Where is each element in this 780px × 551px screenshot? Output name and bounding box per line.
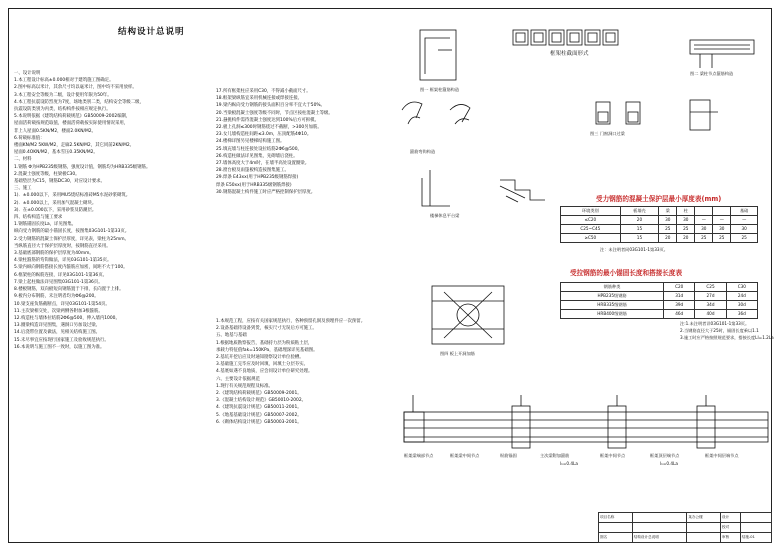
table2-cell: HPB235级钢筋 [561, 292, 664, 301]
fig2b-sketch [690, 100, 718, 130]
table1-header [713, 207, 731, 216]
note-line: 1)．±0.000以下，采用MU5烧结标准砖M5水泥砂浆砌筑。 [14, 193, 131, 199]
note-line: 25.填充墙与柱连接处设拉结筋2Φ6@500。 [216, 146, 302, 152]
title-block-cell [632, 513, 687, 523]
note-line: 3)．在±0.000以下，采用砂浆及防潮层。 [14, 207, 97, 213]
table2-row [561, 301, 758, 310]
note-line: 4.《建筑抗震设计规范》GB50011-2001。 [216, 405, 302, 411]
elevation-dim: l₁=0.4La [560, 461, 578, 466]
table1-cell: ≥C50 [561, 234, 621, 243]
note-line: 1.钢筋锚固长度La，详见图集。 [14, 222, 77, 228]
note-line: 14.后浇带位置及做法，见相关结构施工图。 [14, 330, 101, 336]
table1-cell: 25 [731, 234, 758, 243]
fig4-caption: 图四 板上开洞加筋 [440, 351, 475, 356]
note-line: 15.未尽事宜应按现行国家施工及验收规范执行。 [14, 337, 109, 343]
title-block-cell [687, 523, 721, 533]
note-line: 5.梁内纵向钢筋搭接长度内箍筋应加密，间距不大于100。 [14, 265, 128, 271]
elevation-label: 框架中间层端节点 [705, 453, 739, 458]
table1-cell: — [731, 216, 758, 225]
title-block-cell: 结施-01 [740, 533, 771, 543]
note-line: 21.悬挑构件需待混凝土强度达到100%后方可拆模。 [216, 117, 319, 123]
note-line: 18.框架梁纵筋宜采用机械连接或焊接连接。 [216, 96, 303, 102]
table1 [560, 206, 758, 243]
note-line: 3.基础底部钢筋的保护层厚度为40mm。 [14, 251, 94, 257]
note-line: 2.基坑开挖后应及时通知勘察设计单位验槽。 [216, 355, 304, 361]
elevation-label: 框架中间节点 [600, 453, 626, 458]
note-line: 9.板内分布钢筋，未注明者均为Φ6@200。 [14, 294, 99, 300]
table2-note: 3.施工时应严格按照规范要求，搭接长度Ll=1.2La [680, 335, 774, 340]
table1-cell: 25 [695, 234, 713, 243]
table2-row [561, 310, 758, 319]
table1-cell: 30 [659, 216, 677, 225]
table2-cell: 40d [695, 310, 726, 319]
note-line: 4.基底如遇不良地质，应会同设计单位研究处理。 [216, 369, 313, 375]
table2-cell: 27d [695, 292, 726, 301]
column-bend-detail [422, 170, 450, 206]
frame-elevation [404, 395, 768, 448]
title-block-cell: 审核 [721, 533, 741, 543]
hook-details [402, 102, 470, 124]
table1-cell: — [713, 216, 731, 225]
table1-cell: 20 [620, 216, 659, 225]
title-block-cell [740, 513, 771, 523]
table2-cell: 30d [726, 301, 757, 310]
note-line: 2.图中标高以米计，其余尺寸均以毫米计，图中均不采用放样。 [14, 85, 137, 91]
title-block-cell: 结构设计总说明 [632, 533, 687, 543]
table2-note: 2.当钢筋直径大于25时，锚固长度乘以1.1 [680, 328, 759, 333]
note-line: 纵向受力钢筋的最小锚固长度，按图集03G101-1第33页。 [14, 229, 130, 235]
note-line: 当纵筋直径大于保护层厚度时，按钢筋直径采用。 [14, 243, 111, 249]
note-line: 2.设备基础待设备到货，核实尺寸无误后方可施工。 [216, 326, 317, 332]
note-line: 16.本说明与施工图不一致时，以施工图为准。 [14, 344, 105, 350]
fig3-lintel-sections [596, 102, 640, 124]
table1-cell: — [695, 216, 713, 225]
note-line: 1.本工程设计标高±0.000相对于建筑施工图确定。 [14, 78, 114, 84]
table1-header [695, 207, 713, 216]
title-block-cell [740, 523, 771, 533]
table1-cell: 25 [659, 225, 677, 234]
note-line: 六、主要设计依据规范 [216, 376, 260, 382]
note-line: 三、施工 [14, 186, 32, 192]
title-block-cell: 图名 [599, 533, 633, 543]
note-line: 30.钢筋混凝土构件施工时应严格控制保护层厚度。 [216, 189, 316, 195]
title-block-cell: 设计 [721, 513, 741, 523]
table1-cell: 20 [659, 234, 677, 243]
table1-note: 注：未注明者同03G101-1第33页。 [600, 247, 668, 252]
table1-cell: ≤C20 [561, 216, 621, 225]
hook-caption: 箍筋弯钩构造 [410, 149, 436, 154]
fig3-caption: 图三 门窗洞口过梁 [590, 131, 625, 136]
note-line: 3.《混凝土结构设计规范》GB50010-2002。 [216, 398, 307, 404]
table1-cell: 30 [731, 225, 758, 234]
note-line: 6.荷载标准值： [14, 135, 45, 141]
note-line: 四、结构构造与施工要求 [14, 215, 63, 221]
table1-cell: 25 [677, 225, 695, 234]
note-line: 2.《建筑结构荷载规范》GB50009-2001。 [216, 391, 302, 397]
note-line: 6.框架柱的纵筋连接，详见03G101-1第36页。 [14, 272, 107, 278]
note-line: 抗震设防类别为丙类，结构构件按相应规定执行。 [14, 107, 111, 113]
note-line: 27.墙体高度大于4m时，在墙半高处设置圈梁。 [216, 161, 310, 167]
note-line: 2.受力钢筋的混凝土保护层厚度，详见表，梁柱为25mm。 [14, 236, 129, 242]
note-line: 17.所有框架柱应采用C30，不得减小截面尺寸。 [216, 89, 311, 94]
elevation-label: 纵筋锚固 [500, 453, 517, 458]
title-block-table [598, 512, 772, 543]
table2-header: C25 [695, 283, 726, 292]
table1-header-row [561, 207, 758, 216]
note-line: 1.钢筋 Φ为HPB235级钢筋，强度设计值，钢筋均为HRB335级钢筋。 [14, 164, 151, 170]
note-line: 5.《地基基础设计规范》GB50007-2002。 [216, 412, 302, 418]
note-line: 5.本说明依据《建筑结构荷载规范》GB50009-2002编制， [14, 114, 131, 120]
table1-cell: 20 [677, 234, 695, 243]
elevation-label: 主次梁附加箍筋 [540, 453, 570, 458]
note-line: 28.窗台板及雨篷板构造按图集施工。 [216, 168, 289, 174]
table2-header: C30 [726, 283, 757, 292]
fig1-column-section [420, 30, 456, 80]
note-line: 屋面0.4OKN/M2，基本雪压0.35KN/M2。 [14, 150, 98, 156]
table1-row [561, 234, 758, 243]
title-block-cell [687, 533, 721, 543]
table1-cell: 15 [620, 234, 659, 243]
table1-row [561, 225, 758, 234]
frame-section-caption: 框架柱截面形式 [550, 51, 589, 57]
note-line: 26.构造柱做法详见图集，先砌墙后浇柱。 [216, 153, 298, 159]
fig4-opening-reinforcement [432, 286, 504, 344]
table1-cell: 30 [695, 225, 713, 234]
note-line: 6.《砌体结构设计规范》GB50003-2001。 [216, 419, 302, 425]
elevation-label: 框架顶层端节点 [650, 453, 680, 458]
note-line: 3.本工程安全等级为二级，设计使用年限为50年。 [14, 92, 112, 98]
table1-cell: C25~C45 [561, 225, 621, 234]
table2-cell: 36d [726, 310, 757, 319]
note-line: 24.楼梯详图另见楼梯结构施工图。 [216, 139, 285, 145]
note-line: 10.梁支座负筋截断点，详见03G101-1第54页。 [14, 301, 110, 307]
table2-row [561, 292, 758, 301]
note-line: 7.梁上起柱做法详见图集03G101-1第36页。 [14, 279, 103, 285]
table2-cell: 24d [726, 292, 757, 301]
table2-title: 受拉钢筋的最小锚固长度和搭接长度表 [570, 269, 683, 277]
table2-header-row [561, 283, 758, 292]
table1-row [561, 216, 758, 225]
note-line: 承载力特征值fak=150KPa，基础埋深详见基础图。 [216, 347, 318, 353]
note-line: 29.焊条 E43xx(用于HPB235级钢筋焊接) [216, 175, 299, 181]
note-line: 1.根据地质勘察报告，基础持力层为粉质粘土层， [216, 340, 313, 346]
note-line: 1.本规范工程，应按有关国家规范执行，各种预留孔洞及预埋件应一次预留。 [216, 319, 366, 324]
elevation-label: 框架梁中间节点 [450, 453, 480, 458]
note-line: 19.梁内纵向受力钢筋的接头面积百分率不宜大于50%。 [216, 103, 325, 109]
note-line: 13.圈梁构造详见图集，遇洞口另加设过梁。 [14, 323, 101, 329]
note-line: 屋面活荷载按规范取值，楼面活荷载按实际使用情况采用， [14, 121, 129, 127]
note-line: 12.构造柱与墙体拉结筋2Φ6@500，伸入墙内1000。 [14, 315, 120, 321]
table1-cell: 30 [677, 216, 695, 225]
note-line: 22.板上孔洞≤300时钢筋绕过不截断，>300另加筋。 [216, 125, 322, 131]
note-line: 一、设计说明 [14, 71, 41, 76]
table1-cell: 25 [713, 234, 731, 243]
elevation-label: 框架梁端部节点 [404, 453, 434, 458]
title-block [598, 512, 772, 543]
note-line: 11.主次梁相交处，次梁两侧各附加3根箍筋。 [14, 308, 103, 314]
frame-column-sections [513, 30, 618, 45]
table2-cell: 31d [664, 292, 695, 301]
fig2-beam-column-joint [690, 40, 754, 68]
note-line: 楼面KN/M2 5KW/M2，走廊2.5KN/M2，其它同前2KN/M2。 [14, 143, 135, 149]
table2-header: C20 [664, 283, 695, 292]
fig1-caption: 图一 框架柱箍筋构造 [420, 87, 460, 92]
note-line: 2.混凝土强度等级，柱梁板C30。 [14, 171, 80, 177]
table2-header: 钢筋种类 [561, 283, 664, 292]
table1-cell: 15 [620, 225, 659, 234]
table2 [560, 282, 758, 319]
table2-cell: 39d [664, 301, 695, 310]
note-line: 非上人屋面0.5KN/M2，楼面2.0KN/M2。 [14, 128, 96, 134]
note-line: 基础垫层为C15，钢筋DC30，对应设计要求。 [14, 179, 105, 185]
title-block-cell [632, 523, 687, 533]
table1-cell: 30 [713, 225, 731, 234]
fig2-caption: 图二 梁柱节点箍筋构造 [690, 71, 734, 76]
note-line: 二、材料 [14, 157, 32, 163]
title-block-cell: 项目名称 [599, 513, 633, 523]
stair-caption: 楼梯休息平台梁 [430, 213, 460, 218]
table2-cell: HRB335级钢筋 [561, 301, 664, 310]
table1-header: 板墙壳 [620, 207, 659, 216]
note-line: 23.女儿墙构造柱间距≤3.0m，压顶配筋4Φ10。 [216, 132, 312, 138]
table2-cell: 46d [664, 310, 695, 319]
note-line: 4.梁柱箍筋的弯钩做法，详见03G101-1第35页。 [14, 258, 112, 264]
table2-cell: 34d [695, 301, 726, 310]
title-block-cell: 某办公楼 [687, 513, 721, 523]
note-line: 焊条 E50xx(用于HRB335级钢筋焊接) [216, 182, 292, 188]
note-line: 五、地基与基础 [216, 333, 247, 339]
title-block-cell: 校对 [721, 523, 741, 533]
note-line: 1.现行有关规范规程及标准。 [216, 383, 273, 389]
document-title: 结构设计总说明 [118, 27, 185, 37]
note-line: 4.本工程抗震设防烈度为7度，场地类别二类，结构安全等级二级， [14, 99, 144, 105]
stair-section [500, 180, 545, 202]
note-line: 2)．±0.000以上，采用加气混凝土砌块。 [14, 200, 97, 206]
table2-cell: HRB400级钢筋 [561, 310, 664, 319]
note-line: 20.当梁板混凝土强度等级不同时，节点区按柱混凝土等级。 [216, 110, 333, 116]
note-line: 3.基础施工完毕应及时回填，回填土分层夯实。 [216, 362, 309, 368]
table1-header: 柱 [677, 207, 695, 216]
table1-header: 梁 [659, 207, 677, 216]
note-line: 8.楼板钢筋，双向板短向钢筋置于下排，长向置于上排。 [14, 287, 124, 293]
table1-header: 基础 [731, 207, 758, 216]
table1-header: 环境类别 [561, 207, 621, 216]
title-block-cell [599, 523, 633, 533]
table2-note: 注:1.未注明者详03G101-1第33页。 [680, 321, 750, 326]
table1-title: 受力钢筋的混凝土保护层最小厚度表(mm) [596, 195, 722, 203]
elevation-dim: l₁=0.4La [660, 461, 678, 466]
